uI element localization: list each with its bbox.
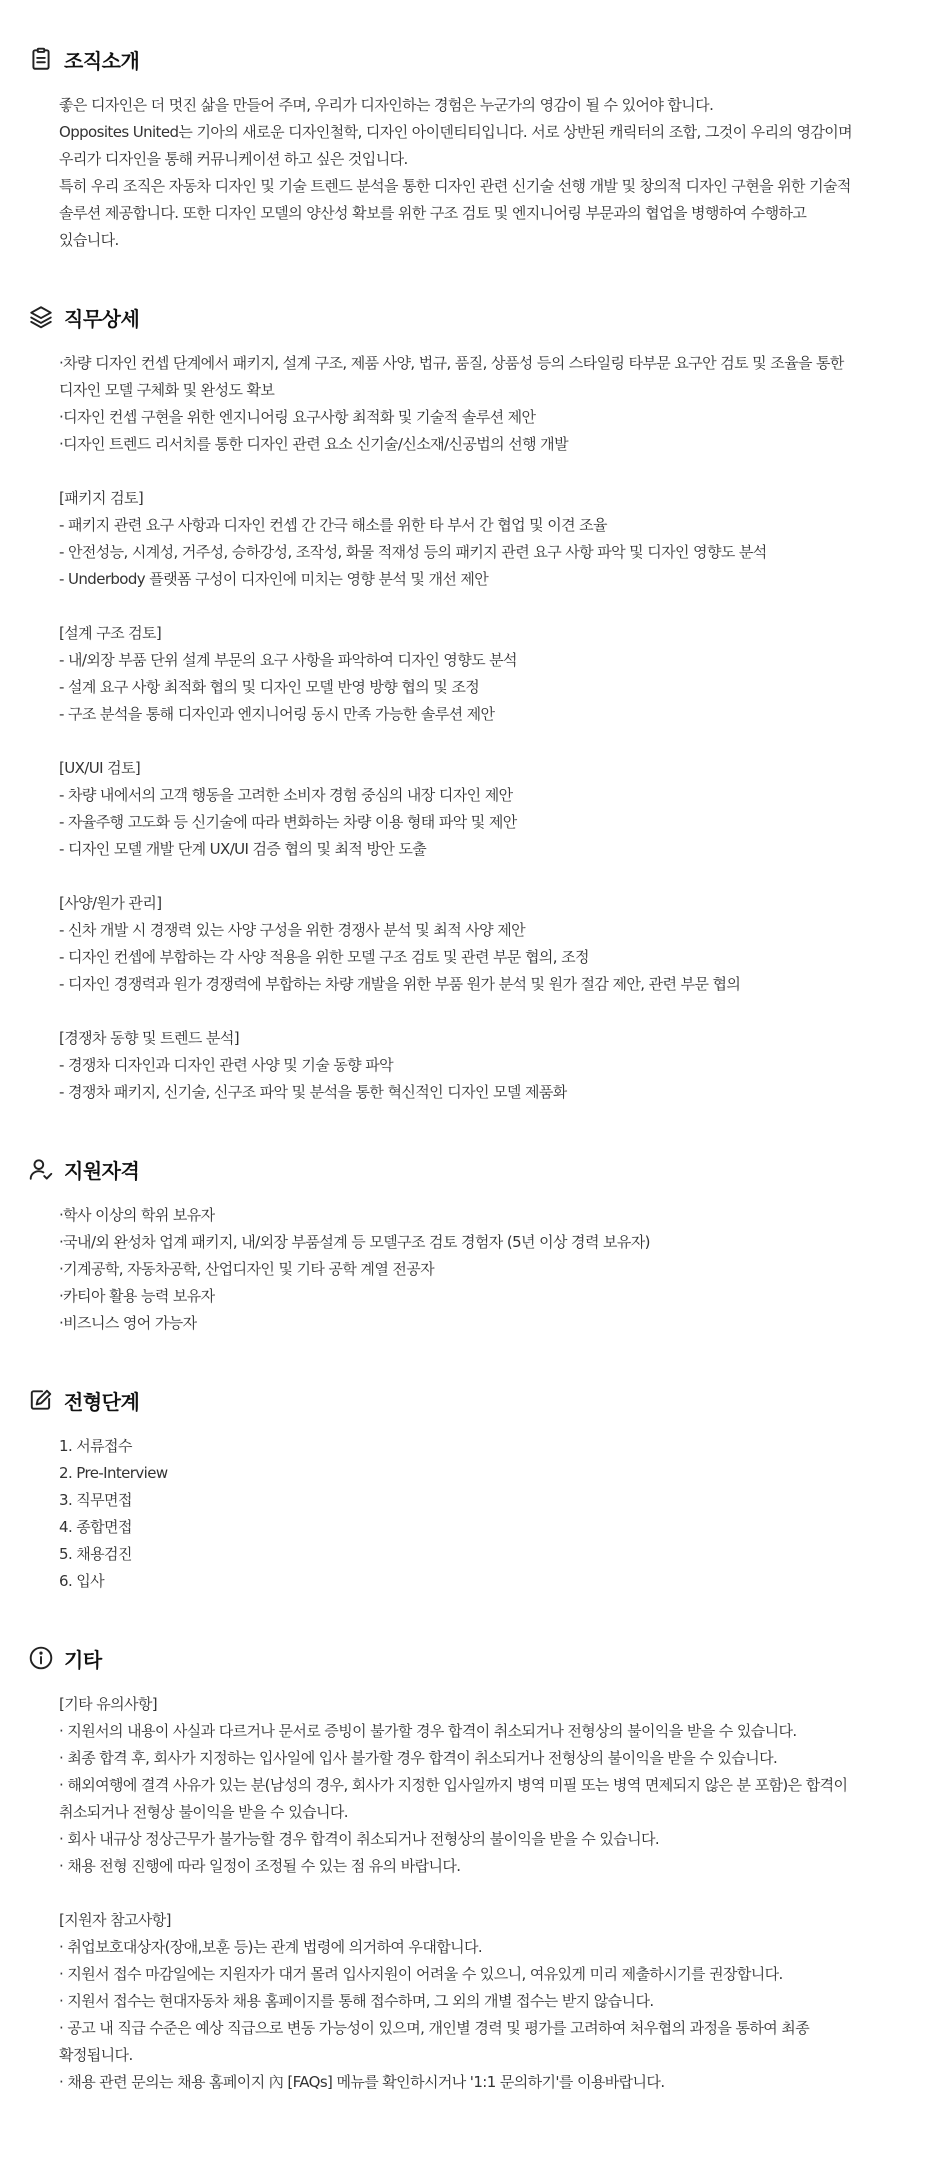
text-line: - 안전성능, 시계성, 거주성, 승하강성, 조작성, 화물 적재성 등의 패키지 관련 요구 사항 파악 및 디자인 영향도 분석 <box>59 543 767 561</box>
text-line: ·학사 이상의 학위 보유자 <box>59 1206 215 1224</box>
edit-icon <box>28 1387 54 1413</box>
section-body <box>28 350 919 1106</box>
text-line: - 패키지 관련 요구 사항과 디자인 컨셉 간 간극 해소를 위한 타 부서 간 협업 및 이견 조율 <box>59 516 607 534</box>
text-line: 5. 채용검진 <box>59 1545 132 1563</box>
text-line: - 디자인 모델 개발 단계 UX/UI 검증 협의 및 최적 방안 도출 <box>59 840 427 858</box>
text-line: 있습니다. <box>59 231 119 249</box>
section-etc <box>28 1643 914 2096</box>
text-line: ·차량 디자인 컨셉 단계에서 패키지, 설계 구조, 제품 사양, 법규, 품질, 상품성 등의 스타일링 타부문 요구안 검토 및 조율을 통한 <box>59 354 844 372</box>
text-line: - 설계 요구 사항 최적화 협의 및 디자인 모델 반영 방향 협의 및 조정 <box>59 678 480 696</box>
text-line: ·비즈니스 영어 가능자 <box>59 1314 197 1332</box>
text-line: · 채용 관련 문의는 채용 홈페이지 內 [FAQs] 메뉴를 확인하시거나 '1:1 문의하기'를 이용바랍니다. <box>59 2073 665 2091</box>
text-line: 디자인 모델 구체화 및 완성도 확보 <box>59 381 275 399</box>
layers-icon <box>28 304 54 330</box>
text-line: - 디자인 컨셉에 부합하는 각 사양 적용을 위한 모델 구조 검토 및 관련 부문 협의, 조정 <box>59 948 589 966</box>
blank-line <box>59 1880 919 1907</box>
text-line: - 차량 내에서의 고객 행동을 고려한 소비자 경험 중심의 내장 디자인 제안 <box>59 786 513 804</box>
clipboard-icon <box>28 46 54 72</box>
section-body <box>28 92 919 254</box>
text-line: 1. 서류접수 <box>59 1437 132 1455</box>
section-title: 직무상세 <box>64 306 140 331</box>
blank-line <box>59 728 919 755</box>
text-line: · 공고 내 직급 수준은 예상 직급으로 변동 가능성이 있으며, 개인별 경력 및 평가를 고려하여 처우협의 과정을 통하여 최종 <box>59 2019 810 2037</box>
section-org <box>28 44 914 254</box>
text-line: ·카티아 활용 능력 보유자 <box>59 1287 215 1305</box>
text-line: · 취업보호대상자(장애,보훈 등)는 관계 법령에 의거하여 우대합니다. <box>59 1938 483 1956</box>
section-body <box>28 1433 919 1595</box>
text-line: [경쟁차 동향 및 트렌드 분석] <box>59 1029 239 1047</box>
section-header <box>28 302 914 332</box>
blank-line <box>59 863 919 890</box>
text-line: - 내/외장 부품 단위 설계 부문의 요구 사항을 파악하여 디자인 영향도 분석 <box>59 651 517 669</box>
text-line: · 지원서 접수 마감일에는 지원자가 대거 몰려 입사지원이 어려울 수 있으니, 여유있게 미리 제출하시기를 권장합니다. <box>59 1965 783 1983</box>
blank-line <box>59 998 919 1025</box>
text-line: [UX/UI 검토] <box>59 759 141 777</box>
text-line: 솔루션 제공합니다. 또한 디자인 모델의 양산성 확보를 위한 구조 검토 및 엔지니어링 부문과의 협업을 병행하여 수행하고 <box>59 204 807 222</box>
section-body <box>28 1691 919 2096</box>
info-icon <box>28 1645 54 1671</box>
section-title: 전형단계 <box>64 1389 140 1414</box>
text-line: - 경쟁차 디자인과 디자인 관련 사양 및 기술 동향 파악 <box>59 1056 394 1074</box>
blank-line <box>59 458 919 485</box>
text-line: · 지원서의 내용이 사실과 다르거나 문서로 증빙이 불가할 경우 합격이 취소되거나 전형상의 불이익을 받을 수 있습니다. <box>59 1722 797 1740</box>
text-line: [패키지 검토] <box>59 489 144 507</box>
text-line: 확정됩니다. <box>59 2046 133 2064</box>
text-line: · 채용 전형 진행에 따라 일정이 조정될 수 있는 점 유의 바랍니다. <box>59 1857 461 1875</box>
text-line: · 지원서 접수는 현대자동차 채용 홈페이지를 통해 접수하며, 그 외의 개별 접수는 받지 않습니다. <box>59 1992 654 2010</box>
text-line: - 신차 개발 시 경쟁력 있는 사양 구성을 위한 경쟁사 분석 및 최적 사양 제안 <box>59 921 525 939</box>
text-line: 3. 직무면접 <box>59 1491 132 1509</box>
text-line: [기타 유의사항] <box>59 1695 158 1713</box>
text-line: 4. 종합면접 <box>59 1518 132 1536</box>
text-line: 우리가 디자인을 통해 커뮤니케이션 하고 싶은 것입니다. <box>59 150 408 168</box>
section-title: 기타 <box>64 1647 102 1672</box>
section-body <box>28 1202 919 1337</box>
text-line: - 구조 분석을 통해 디자인과 엔지니어링 동시 만족 가능한 솔루션 제안 <box>59 705 495 723</box>
blank-line <box>59 593 919 620</box>
section-duties <box>28 302 914 1106</box>
text-line: [사양/원가 관리] <box>59 894 162 912</box>
section-header <box>28 1385 914 1415</box>
section-header <box>28 44 914 74</box>
text-line: ·국내/외 완성차 업계 패키지, 내/외장 부품설계 등 모델구조 검토 경험자 (5년 이상 경력 보유자) <box>59 1233 650 1251</box>
section-title: 조직소개 <box>64 48 140 73</box>
section-process <box>28 1385 914 1595</box>
text-line: 좋은 디자인은 더 멋진 삶을 만들어 주며, 우리가 디자인하는 경험은 누군가의 영감이 될 수 있어야 합니다. <box>59 96 714 114</box>
section-qualifications <box>28 1154 914 1337</box>
text-line: - Underbody 플랫폼 구성이 디자인에 미치는 영향 분석 및 개선 제안 <box>59 570 489 588</box>
section-header <box>28 1154 914 1184</box>
text-line: - 경쟁차 패키지, 신기술, 신구조 파악 및 분석을 통한 혁신적인 디자인 모델 제품화 <box>59 1083 567 1101</box>
text-line: [지원자 참고사항] <box>59 1911 171 1929</box>
text-line: Opposites United는 기아의 새로운 디자인철학, 디자인 아이덴티티입니다. 서로 상반된 캐릭터의 조합, 그것이 우리의 영감이며 <box>59 123 853 141</box>
text-line: 6. 입사 <box>59 1572 105 1590</box>
text-line: ·기계공학, 자동차공학, 산업디자인 및 기타 공학 계열 전공자 <box>59 1260 435 1278</box>
section-title: 지원자격 <box>64 1158 140 1183</box>
text-line: 2. Pre-Interview <box>59 1464 168 1482</box>
user-check-icon <box>28 1156 54 1182</box>
text-line: ·디자인 트렌드 리서치를 통한 디자인 관련 요소 신기술/신소재/신공법의 선행 개발 <box>59 435 568 453</box>
text-line: · 해외여행에 결격 사유가 있는 분(남성의 경우, 회사가 지정한 입사일까지 병역 미필 또는 병역 면제되지 않은 분 포함)은 합격이 <box>59 1776 848 1794</box>
text-line: - 디자인 경쟁력과 원가 경쟁력에 부합하는 차량 개발을 위한 부품 원가 분석 및 원가 절감 제안, 관련 부문 협의 <box>59 975 741 993</box>
text-line: ·디자인 컨셉 구현을 위한 엔지니어링 요구사항 최적화 및 기술적 솔루션 제안 <box>59 408 536 426</box>
text-line: · 최종 합격 후, 회사가 지정하는 입사일에 입사 불가할 경우 합격이 취소되거나 전형상의 불이익을 받을 수 있습니다. <box>59 1749 778 1767</box>
text-line: [설계 구조 검토] <box>59 624 162 642</box>
text-line: · 회사 내규상 정상근무가 불가능할 경우 합격이 취소되거나 전형상의 불이익을 받을 수 있습니다. <box>59 1830 660 1848</box>
text-line: 취소되거나 전형상 불이익을 받을 수 있습니다. <box>59 1803 348 1821</box>
section-header <box>28 1643 914 1673</box>
text-line: - 자율주행 고도화 등 신기술에 따라 변화하는 차량 이용 형태 파악 및 제안 <box>59 813 517 831</box>
text-line: 특히 우리 조직은 자동차 디자인 및 기술 트렌드 분석을 통한 디자인 관련 신기술 선행 개발 및 창의적 디자인 구현을 위한 기술적 <box>59 177 851 195</box>
